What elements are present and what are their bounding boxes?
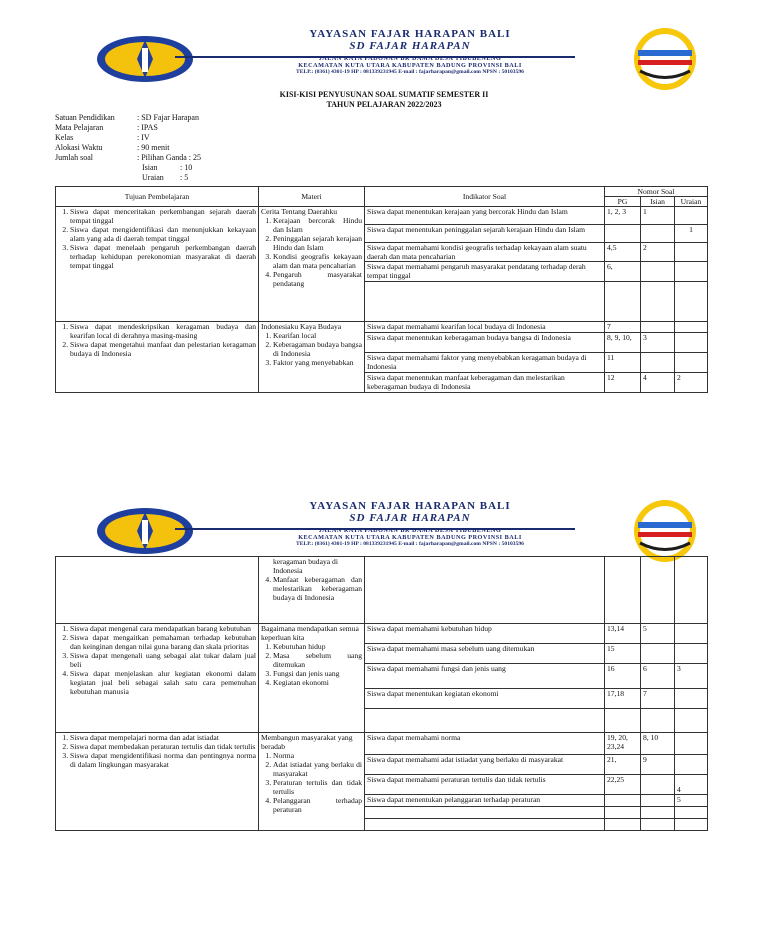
uraian-cell — [675, 755, 708, 775]
indikator-cell: Siswa dapat menentukan kerajaan yang bercorak Hindu dan Islam — [365, 207, 605, 225]
tujuan-item: 2. Siswa dapat mengidentifikasi dan menunjukkan kekayaan alam yang ada di daerah tempat tinggal — [70, 225, 256, 243]
tujuan-cell — [56, 733, 259, 831]
header-materi: Materi — [259, 187, 365, 207]
uraian-cell — [675, 689, 708, 709]
school-logo — [95, 28, 195, 90]
uraian-cell — [675, 322, 708, 333]
pg-cell: 17,18 — [605, 689, 641, 709]
school-name: SD FAJAR HARAPAN — [349, 40, 471, 52]
isian-cell: 1 — [641, 207, 675, 225]
tujuan-item: 3. Siswa dapat mengidentifikasi norma dan pentingnya norma di dalam lingkungan masyarakat — [70, 751, 256, 769]
uraian-cell: 1 — [675, 225, 708, 243]
foundation-name: YAYASAN FAJAR HARAPAN BALI — [309, 28, 511, 40]
materi-cell — [259, 624, 365, 733]
pg-cell: 16 — [605, 664, 641, 689]
info-value: : IPAS — [137, 123, 158, 132]
tujuan-item: 4. Siswa dapat menjelaskan alur kegiatan ekonomi dalam kegiatan jual beli sebagai salah satu cara pemenuhan kebutuhan manusia — [70, 669, 256, 696]
materi-item: 1. Kebutuhan hidup — [273, 642, 362, 651]
isian-cell — [641, 225, 675, 243]
materi-item: 4. Pengaruh masyarakat pendatang — [273, 270, 362, 288]
info-label: Jumlah soal — [55, 153, 93, 162]
header-indikator: Indikator Soal — [365, 187, 605, 207]
pg-cell: 21, — [605, 755, 641, 775]
tujuan-cell — [56, 322, 259, 393]
materi-item: 3. Kondisi geografis kekayaan alam dan mata pencaharian — [273, 252, 362, 270]
header-nomor-soal: Nomor Soal — [605, 187, 708, 197]
letterhead — [95, 500, 720, 562]
tujuan-item: 2. Siswa dapat membedakan peraturan tertulis dan tidak tertulis — [70, 742, 256, 751]
uraian-cell — [675, 624, 708, 644]
foundation-logo — [610, 26, 720, 92]
materi-item: 2. Peninggalan sejarah kerajaan Hindu dan Islam — [273, 234, 362, 252]
materi-item: 1. Kerajaan bercorak Hindu dan Islam — [273, 216, 362, 234]
materi-title: Bagaimana mendapatkan semua keperluan kita — [261, 624, 359, 642]
address-line-2: KECAMATAN KUTA UTARA KABUPATEN BADUNG PROVINSI BALI — [298, 62, 522, 69]
info-value: : IV — [137, 133, 150, 142]
contact-line: TELP.: (0361) 4301-19 HP : 081339231945 E-mail : fajarharapan@gmail.com NPSN : 50103596 — [296, 69, 524, 75]
uraian-cell — [675, 262, 708, 282]
isian-cell: 2 — [641, 243, 675, 262]
tujuan-item: 1. Siswa dapat mendeskripsikan keragaman budaya dan kearifan local di derahnya masing-masing — [70, 322, 256, 340]
tujuan-item: 1. Siswa dapat mengenal cara mendapatkan barang kebutuhan — [70, 624, 256, 633]
info-value: : SD Fajar Harapan — [137, 113, 199, 122]
tujuan-cell — [56, 207, 259, 322]
materi-item: 1. Norma — [273, 751, 362, 760]
isian-cell: 6 — [641, 664, 675, 689]
info-label: Uraian — [142, 173, 164, 182]
letterhead — [95, 28, 720, 90]
isian-cell — [641, 322, 675, 333]
pg-cell: 13,14 — [605, 624, 641, 644]
pg-cell — [605, 795, 641, 807]
uraian-cell — [675, 243, 708, 262]
isian-cell — [641, 353, 675, 373]
pg-cell: 4,5 — [605, 243, 641, 262]
title: KISI-KISI PENYUSUNAN SOAL SUMATIF SEMESTER II — [279, 90, 489, 99]
info-label: Mata Pelajaran — [55, 123, 104, 132]
kisi-table-page-2 — [55, 556, 708, 831]
contact-line: TELP.: (0361) 4301-19 HP : 081339231945 E-mail : fajarharapan@gmail.com NPSN : 50103596 — [296, 541, 524, 547]
info-label: Satuan Pendidikan — [55, 113, 115, 122]
indikator-cell: Siswa dapat memahami fungsi dan jenis uang — [365, 664, 605, 689]
materi-title: Cerita Tentang Daerahku — [261, 207, 338, 216]
tujuan-item: 2. Siswa dapat mengetahui manfaat dan pelestarian keragaman budaya di Indonesia — [70, 340, 256, 358]
tujuan-cell — [56, 557, 259, 624]
uraian-cell — [675, 644, 708, 664]
info-value: : 5 — [180, 173, 189, 182]
pg-cell: 19, 20, 23,24 — [605, 733, 641, 755]
materi-item: 1. Kearifan local — [273, 331, 362, 340]
address-line-1: JALAN RAYA PADONAN BR DAMA DESA TIBUBENENG — [318, 527, 502, 534]
pg-cell: 7 — [605, 322, 641, 333]
info-value: : 90 menit — [137, 143, 170, 152]
tujuan-cell — [56, 624, 259, 733]
address-line-2: KECAMATAN KUTA UTARA KABUPATEN BADUNG PROVINSI BALI — [298, 534, 522, 541]
school-name: SD FAJAR HARAPAN — [349, 512, 471, 524]
header-uraian: Uraian — [675, 197, 708, 207]
materi-item: 4. Manfaat keberagaman dan melestarikan keberagaman budaya di Indonesia — [273, 575, 362, 602]
indikator-cell: Siswa dapat memahami kondisi geografis terhadap kekayaan alam suatu daerah dan mata pencaharian — [365, 243, 605, 262]
uraian-cell — [675, 353, 708, 373]
pg-cell: 8, 9, 10, — [605, 333, 641, 353]
materi-item: 2. Keberagaman budaya bangsa di Indonesia — [273, 340, 362, 358]
isian-cell — [641, 644, 675, 664]
indikator-cell: Siswa dapat memahami faktor yang menyebabkan keragaman budaya di Indonesia — [365, 353, 605, 373]
materi-cell — [259, 322, 365, 393]
tujuan-item: 1. Siswa dapat menceritakan perkembangan sejarah daerah tempat tinggal — [70, 207, 256, 225]
materi-item: 3. Peraturan tertulis dan tidak tertulis — [273, 778, 362, 796]
indikator-cell: Siswa dapat menentukan peninggalan sejarah kerajaan Hindu dan Islam — [365, 225, 605, 243]
foundation-logo — [610, 498, 720, 564]
isian-cell: 8, 10 — [641, 733, 675, 755]
indikator-cell: Siswa dapat memahami peraturan tertulis dan tidak tertulis — [365, 775, 605, 795]
kisi-table-page-1 — [55, 186, 708, 393]
tujuan-item: 2. Siswa dapat mengaitkan pemahaman terhadap kebutuhan dan keinginan dengan nilai guna barang dan skala prioritas — [70, 633, 256, 651]
materi-continuation: keragaman budaya di Indonesia — [273, 557, 338, 575]
isian-cell — [641, 775, 675, 795]
tujuan-item: 3. Siswa dapat mengenali uang sebagai alat tukar dalam jual beli — [70, 651, 256, 669]
uraian-cell — [675, 733, 708, 755]
isian-cell: 9 — [641, 755, 675, 775]
materi-title: Membangun masyarakat yang beradab — [261, 733, 353, 751]
pg-cell: 15 — [605, 644, 641, 664]
uraian-cell — [675, 333, 708, 353]
indikator-cell: Siswa dapat memahami kearifan local budaya di Indonesia — [365, 322, 605, 333]
materi-item: 3. Fungsi dan jenis uang — [273, 669, 362, 678]
pg-cell: 12 — [605, 373, 641, 393]
isian-cell: 7 — [641, 689, 675, 709]
pg-cell: 6, — [605, 262, 641, 282]
pg-cell: 11 — [605, 353, 641, 373]
materi-item: 2. Adat istiadat yang berlaku di masyarakat — [273, 760, 362, 778]
indikator-cell: Siswa dapat memahami norma — [365, 733, 605, 755]
isian-cell: 4 — [641, 373, 675, 393]
materi-item: 2. Masa sebelum uang ditemukan — [273, 651, 362, 669]
indikator-cell: Siswa dapat menentukan manfaat keberagaman dan melestarikan keberagaman budaya di Indonesia — [365, 373, 605, 393]
materi-item: 4. Kegiatan ekonomi — [273, 678, 362, 687]
isian-cell: 5 — [641, 624, 675, 644]
indikator-cell: Siswa dapat menentukan kegiatan ekonomi — [365, 689, 605, 709]
uraian-cell — [675, 207, 708, 225]
materi-title: Indonesiaku Kaya Budaya — [261, 322, 342, 331]
info-label: Alokasi Waktu — [55, 143, 103, 152]
indikator-cell: Siswa dapat menentukan keberagaman budaya bangsa di Indonesia — [365, 333, 605, 353]
header-isian: Isian — [641, 197, 675, 207]
indikator-cell: Siswa dapat memahami adat istiadat yang berlaku di masyarakat — [365, 755, 605, 775]
isian-cell — [641, 795, 675, 807]
materi-cell — [259, 733, 365, 831]
tujuan-item: 1. Siswa dapat mempelajari norma dan adat istiadat — [70, 733, 256, 742]
info-value: : 10 — [180, 163, 193, 172]
isian-cell — [641, 262, 675, 282]
school-logo — [95, 500, 195, 562]
page-2 — [0, 490, 768, 932]
foundation-name: YAYASAN FAJAR HARAPAN BALI — [309, 500, 511, 512]
indikator-cell: Siswa dapat memahami kebutuhan hidup — [365, 624, 605, 644]
uraian-cell: 4 — [675, 775, 708, 795]
uraian-cell: 5 — [675, 795, 708, 807]
isian-cell: 3 — [641, 333, 675, 353]
header-pg: PG — [605, 197, 641, 207]
tujuan-item: 3. Siswa dapat menelaah pengaruh perkembangan daerah terhadap kehidupan perekonomian masyarakat di daerah tempat tinggal — [70, 243, 256, 270]
identity-info — [55, 113, 201, 183]
indikator-cell: Siswa dapat memahami masa sebelum uang ditemukan — [365, 644, 605, 664]
info-label: Isian — [142, 163, 158, 172]
indikator-cell: Siswa dapat menentukan pelanggaran terhadap peraturan — [365, 795, 605, 807]
info-label: Kelas — [55, 133, 74, 142]
pg-cell: 1, 2, 3 — [605, 207, 641, 225]
info-value: : Pilihan Ganda : 25 — [137, 153, 201, 162]
pg-cell: 22,25 — [605, 775, 641, 795]
uraian-cell: 2 — [675, 373, 708, 393]
indikator-cell: Siswa dapat memahami pengaruh masyarakat pendatang terhadap derah tempat tinggal — [365, 262, 605, 282]
materi-cell — [259, 557, 365, 624]
header-tujuan: Tujuan Pembelajaran — [56, 187, 259, 207]
document-title — [0, 90, 768, 110]
materi-item: 4. Pelanggaran terhadap peraturan — [273, 796, 362, 814]
materi-cell — [259, 207, 365, 322]
materi-item: 3. Faktor yang menyebabkan — [273, 358, 362, 367]
pg-cell — [605, 225, 641, 243]
address-line-1: JALAN RAYA PADONAN BR DAMA DESA TIBUBENENG — [318, 55, 502, 62]
uraian-cell: 3 — [675, 664, 708, 689]
subtitle: TAHUN PELAJARAN 2022/2023 — [326, 100, 442, 109]
